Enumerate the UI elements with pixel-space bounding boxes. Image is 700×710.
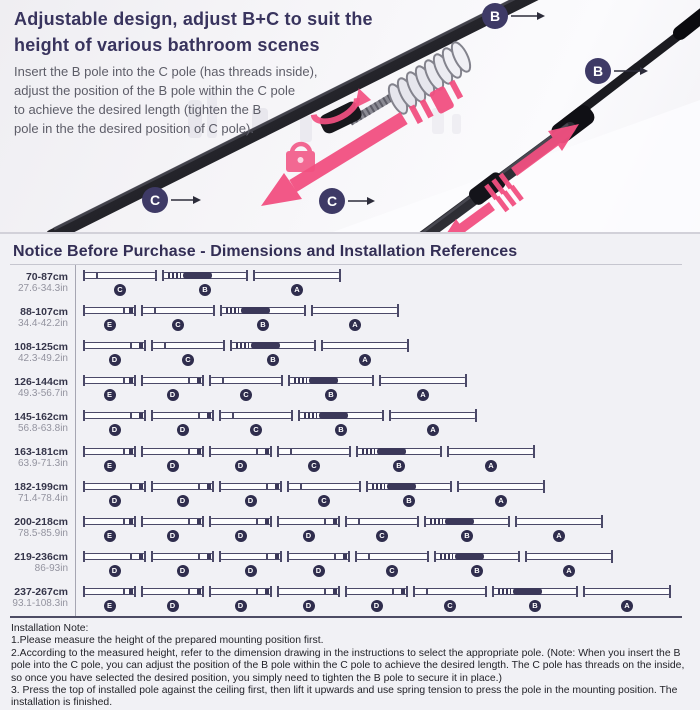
pole-tube-icon bbox=[457, 483, 545, 490]
pole-B bbox=[434, 550, 520, 577]
size-inch: 86-93in bbox=[34, 563, 68, 575]
pole-A bbox=[389, 409, 477, 436]
pole-tube-icon bbox=[447, 448, 535, 455]
pole-tube-icon bbox=[141, 518, 204, 525]
pole-letter-badge: E bbox=[104, 600, 116, 612]
size-cm: 200-218cm bbox=[14, 516, 68, 529]
size-cm: 182-199cm bbox=[14, 481, 68, 494]
size-label bbox=[10, 581, 76, 616]
pole-letter-badge: C bbox=[172, 319, 184, 331]
pole-letter-badge: C bbox=[318, 495, 330, 507]
pole-tube-icon bbox=[220, 307, 306, 314]
pole-letter-badge: C bbox=[376, 530, 388, 542]
pole-C bbox=[219, 409, 293, 436]
pole-letter-badge: A bbox=[621, 600, 633, 612]
pole-tube-icon bbox=[141, 377, 204, 384]
pole-label-b-top: B bbox=[482, 3, 508, 29]
pole-tube-icon bbox=[209, 518, 272, 525]
pole-C bbox=[345, 515, 419, 542]
pole-sequence bbox=[76, 480, 545, 507]
pole-letter-badge: C bbox=[386, 565, 398, 577]
size-inch: 27.6-34.3in bbox=[17, 282, 68, 294]
pole-sequence bbox=[76, 339, 409, 366]
pole-letter-badge: C bbox=[240, 389, 252, 401]
pole-letter-badge: C bbox=[444, 600, 456, 612]
pole-D bbox=[345, 585, 408, 612]
pole-D bbox=[277, 585, 340, 612]
pole-tube-icon bbox=[583, 588, 671, 595]
note-item: 1.Please measure the height of the prepared mounting position first. bbox=[11, 635, 324, 647]
pole-tube-icon bbox=[424, 518, 510, 525]
pole-sequence bbox=[76, 550, 613, 577]
pole-tube-icon bbox=[288, 377, 374, 384]
pole-A bbox=[321, 339, 409, 366]
pole-D bbox=[151, 480, 214, 507]
pole-D bbox=[219, 480, 282, 507]
pole-B bbox=[492, 585, 578, 612]
pole-E bbox=[83, 445, 136, 472]
pole-tube-icon bbox=[230, 342, 316, 349]
installation-notes bbox=[11, 623, 692, 710]
pole-D bbox=[83, 480, 146, 507]
pole-letter-badge: D bbox=[303, 600, 315, 612]
size-inch: 56.8-63.8in bbox=[17, 422, 68, 434]
hero-description: Insert the B pole into the C pole (has threads inside), adjust the position of the B pole within the C pole to achieve the desired length (tighten the B pole in the the desired position of C pole). bbox=[14, 64, 318, 136]
dimension-row bbox=[10, 335, 682, 370]
pole-letter-badge: A bbox=[291, 284, 303, 296]
pole-tube-icon bbox=[492, 588, 578, 595]
size-inch: 63.9-71.3in bbox=[17, 458, 68, 470]
pole-letter-badge: D bbox=[177, 424, 189, 436]
section-heading: Notice Before Purchase - Dimensions and Installation References bbox=[13, 243, 518, 260]
pole-letter-badge: B bbox=[471, 565, 483, 577]
hero-section bbox=[0, 0, 700, 234]
pole-tube-icon bbox=[209, 588, 272, 595]
dimension-row bbox=[10, 440, 682, 475]
pole-letter-badge: B bbox=[461, 530, 473, 542]
pole-tube-icon bbox=[83, 272, 157, 279]
pole-A bbox=[515, 515, 603, 542]
pole-letter-badge: D bbox=[109, 424, 121, 436]
pole-tube-icon bbox=[83, 412, 146, 419]
size-label bbox=[10, 335, 76, 370]
pole-D bbox=[141, 585, 204, 612]
pole-B bbox=[424, 515, 510, 542]
pole-tube-icon bbox=[311, 307, 399, 314]
pole-tube-icon bbox=[209, 377, 283, 384]
pole-letter-badge: D bbox=[235, 600, 247, 612]
pole-A bbox=[311, 304, 399, 331]
pole-letter-badge: D bbox=[245, 495, 257, 507]
pole-letter-badge: C bbox=[250, 424, 262, 436]
pole-sequence bbox=[76, 269, 341, 296]
pole-tube-icon bbox=[209, 448, 272, 455]
size-inch: 49.3-56.7in bbox=[17, 387, 68, 399]
pole-A bbox=[379, 374, 467, 401]
pole-C bbox=[141, 304, 215, 331]
pole-letter-badge: D bbox=[313, 565, 325, 577]
pole-letter-badge: B bbox=[257, 319, 269, 331]
size-inch: 42.3-49.2in bbox=[17, 352, 68, 364]
note-item: 3. Press the top of installed pole against the ceiling first, then lift it upwards and use spring tension to press the pole in the mounting position. The installation is finished. bbox=[11, 684, 678, 709]
pole-tube-icon bbox=[277, 448, 351, 455]
pole-D bbox=[277, 515, 340, 542]
pole-letter-badge: D bbox=[235, 460, 247, 472]
pole-tube-icon bbox=[253, 272, 341, 279]
pole-A bbox=[457, 480, 545, 507]
pole-tube-icon bbox=[287, 483, 361, 490]
size-label bbox=[10, 476, 76, 511]
pole-D bbox=[141, 515, 204, 542]
pole-C bbox=[355, 550, 429, 577]
pole-tube-icon bbox=[525, 553, 613, 560]
pole-B bbox=[356, 445, 442, 472]
pole-letter-badge: A bbox=[553, 530, 565, 542]
pole-C bbox=[209, 374, 283, 401]
pole-D bbox=[287, 550, 350, 577]
pole-letter-badge: E bbox=[104, 460, 116, 472]
pole-tube-icon bbox=[355, 553, 429, 560]
size-cm: 126-144cm bbox=[14, 375, 68, 388]
dimension-row bbox=[10, 370, 682, 405]
dimension-row bbox=[10, 300, 682, 335]
size-inch: 93.1-108.3in bbox=[12, 598, 68, 610]
dimensions-section bbox=[0, 243, 700, 618]
size-cm: 70-87cm bbox=[25, 270, 68, 283]
size-cm: 145-162cm bbox=[14, 410, 68, 423]
hero-title bbox=[14, 6, 373, 58]
pole-letter-badge: E bbox=[104, 389, 116, 401]
pole-tube-icon bbox=[277, 518, 340, 525]
pole-tube-icon bbox=[151, 342, 225, 349]
pole-tube-icon bbox=[83, 553, 146, 560]
pole-letter-badge: C bbox=[308, 460, 320, 472]
pole-tube-icon bbox=[141, 588, 204, 595]
pole-letter-badge: E bbox=[104, 530, 116, 542]
pole-letter-badge: D bbox=[177, 495, 189, 507]
pole-D bbox=[209, 585, 272, 612]
pole-tube-icon bbox=[83, 307, 136, 314]
pole-tube-icon bbox=[151, 553, 214, 560]
pole-tube-icon bbox=[366, 483, 452, 490]
size-cm: 219-236cm bbox=[14, 551, 68, 564]
pole-tube-icon bbox=[83, 448, 136, 455]
pole-D bbox=[209, 445, 272, 472]
pole-B bbox=[220, 304, 306, 331]
dimension-row bbox=[10, 581, 682, 616]
pole-A bbox=[583, 585, 671, 612]
pole-letter-badge: B bbox=[529, 600, 541, 612]
pole-tube-icon bbox=[277, 588, 340, 595]
pole-D bbox=[83, 339, 146, 366]
pole-letter-badge: C bbox=[114, 284, 126, 296]
pole-B bbox=[230, 339, 316, 366]
pole-D bbox=[151, 409, 214, 436]
dimension-row bbox=[10, 265, 682, 300]
size-inch: 71.4-78.4in bbox=[17, 493, 68, 505]
pole-D bbox=[141, 374, 204, 401]
pole-letter-badge: A bbox=[485, 460, 497, 472]
size-label bbox=[10, 265, 76, 300]
dimension-row bbox=[10, 546, 682, 581]
pole-letter-badge: A bbox=[417, 389, 429, 401]
pole-A bbox=[447, 445, 535, 472]
pole-letter-badge: C bbox=[182, 354, 194, 366]
pole-letter-badge: B bbox=[335, 424, 347, 436]
pole-tube-icon bbox=[434, 553, 520, 560]
pole-A bbox=[525, 550, 613, 577]
dimension-row bbox=[10, 476, 682, 511]
pole-letter-badge: D bbox=[167, 460, 179, 472]
pole-letter-badge: D bbox=[177, 565, 189, 577]
pole-E bbox=[83, 374, 136, 401]
pole-C bbox=[287, 480, 361, 507]
pole-letter-badge: D bbox=[303, 530, 315, 542]
pole-tube-icon bbox=[141, 448, 204, 455]
pole-B bbox=[366, 480, 452, 507]
pole-letter-badge: A bbox=[495, 495, 507, 507]
pole-letter-badge: A bbox=[359, 354, 371, 366]
size-label bbox=[10, 511, 76, 546]
pole-tube-icon bbox=[83, 377, 136, 384]
pole-letter-badge: D bbox=[167, 530, 179, 542]
pole-C bbox=[413, 585, 487, 612]
size-cm: 163-181cm bbox=[14, 446, 68, 459]
pole-tube-icon bbox=[345, 518, 419, 525]
pole-letter-badge: A bbox=[427, 424, 439, 436]
pole-sequence bbox=[76, 585, 671, 612]
pole-letter-badge: B bbox=[403, 495, 415, 507]
pole-C bbox=[277, 445, 351, 472]
pole-end-cap bbox=[680, 14, 700, 33]
pole-tube-icon bbox=[219, 553, 282, 560]
pole-tube-icon bbox=[356, 448, 442, 455]
pole-C bbox=[83, 269, 157, 296]
pole-tube-icon bbox=[321, 342, 409, 349]
pole-tube-icon bbox=[83, 342, 146, 349]
size-label bbox=[10, 300, 76, 335]
pole-letter-badge: D bbox=[109, 354, 121, 366]
pole-letter-badge: A bbox=[349, 319, 361, 331]
note-item: 2.According to the measured height, refer to the dimension drawing in the instructions to select the appropriate pole. (Note: When you insert the B pole into the C pole, you can adjust the position of the B pole within the C pole to achieve the desired length. The C pole has threads on the inside, so once you have selected the desired position, you simply need to tighten the B pole to secure it in place.) bbox=[11, 647, 685, 684]
pole-tube-icon bbox=[413, 588, 487, 595]
pole-tube-icon bbox=[219, 483, 282, 490]
pole-E bbox=[83, 304, 136, 331]
pole-letter-badge: B bbox=[325, 389, 337, 401]
pole-letter-badge: B bbox=[199, 284, 211, 296]
size-cm: 108-125cm bbox=[14, 340, 68, 353]
pole-E bbox=[83, 585, 136, 612]
pole-letter-badge: E bbox=[104, 319, 116, 331]
dimension-table bbox=[10, 264, 682, 618]
pole-tube-icon bbox=[515, 518, 603, 525]
dimension-row bbox=[10, 405, 682, 440]
pole-E bbox=[83, 515, 136, 542]
pole-tube-icon bbox=[83, 518, 136, 525]
pole-letter-badge: D bbox=[109, 495, 121, 507]
hero-title-line2: height of various bathroom scenes bbox=[14, 35, 320, 55]
pole-tube-icon bbox=[379, 377, 467, 384]
pole-tube-icon bbox=[219, 412, 293, 419]
notes-list bbox=[11, 635, 692, 709]
size-cm: 237-267cm bbox=[14, 586, 68, 599]
pole-sequence bbox=[76, 409, 477, 436]
pole-tube-icon bbox=[141, 307, 215, 314]
pole-A bbox=[253, 269, 341, 296]
pole-label-b-right: B bbox=[585, 58, 611, 84]
pole-label-c-mid: C bbox=[319, 188, 345, 214]
pole-tube-icon bbox=[83, 483, 146, 490]
pole-D bbox=[209, 515, 272, 542]
pole-letter-badge: B bbox=[267, 354, 279, 366]
pole-tube-icon bbox=[83, 588, 136, 595]
dimension-row bbox=[10, 511, 682, 546]
pole-letter-badge: D bbox=[167, 600, 179, 612]
size-inch: 78.5-85.9in bbox=[17, 528, 68, 540]
size-inch: 34.4-42.2in bbox=[17, 317, 68, 329]
pole-sequence bbox=[76, 304, 399, 331]
pole-letter-badge: D bbox=[167, 389, 179, 401]
size-label bbox=[10, 405, 76, 440]
size-label bbox=[10, 546, 76, 581]
notes-title: Installation Note: bbox=[11, 622, 89, 634]
pole-B bbox=[298, 409, 384, 436]
pole-label-c-left: C bbox=[142, 187, 168, 213]
pole-letter-badge: D bbox=[109, 565, 121, 577]
pole-letter-badge: A bbox=[563, 565, 575, 577]
pole-C bbox=[151, 339, 225, 366]
pole-letter-badge: B bbox=[393, 460, 405, 472]
pole-letter-badge: D bbox=[371, 600, 383, 612]
size-cm: 88-107cm bbox=[20, 305, 68, 318]
pole-D bbox=[151, 550, 214, 577]
pole-tube-icon bbox=[345, 588, 408, 595]
pole-tube-icon bbox=[389, 412, 477, 419]
size-label bbox=[10, 440, 76, 475]
pole-D bbox=[219, 550, 282, 577]
pole-tube-icon bbox=[151, 412, 214, 419]
pole-sequence bbox=[76, 374, 467, 401]
pole-tube-icon bbox=[287, 553, 350, 560]
pole-B bbox=[162, 269, 248, 296]
pole-D bbox=[83, 409, 146, 436]
pole-D bbox=[141, 445, 204, 472]
hero-title-line1: Adjustable design, adjust B+C to suit the bbox=[14, 9, 373, 29]
pole-letter-badge: D bbox=[235, 530, 247, 542]
pole-tube-icon bbox=[151, 483, 214, 490]
pole-sequence bbox=[76, 515, 603, 542]
pole-D bbox=[83, 550, 146, 577]
pole-sequence bbox=[76, 445, 535, 472]
pole-tube-icon bbox=[298, 412, 384, 419]
pole-letter-badge: D bbox=[245, 565, 257, 577]
pole-B bbox=[288, 374, 374, 401]
pole-tube-icon bbox=[162, 272, 248, 279]
size-label bbox=[10, 370, 76, 405]
